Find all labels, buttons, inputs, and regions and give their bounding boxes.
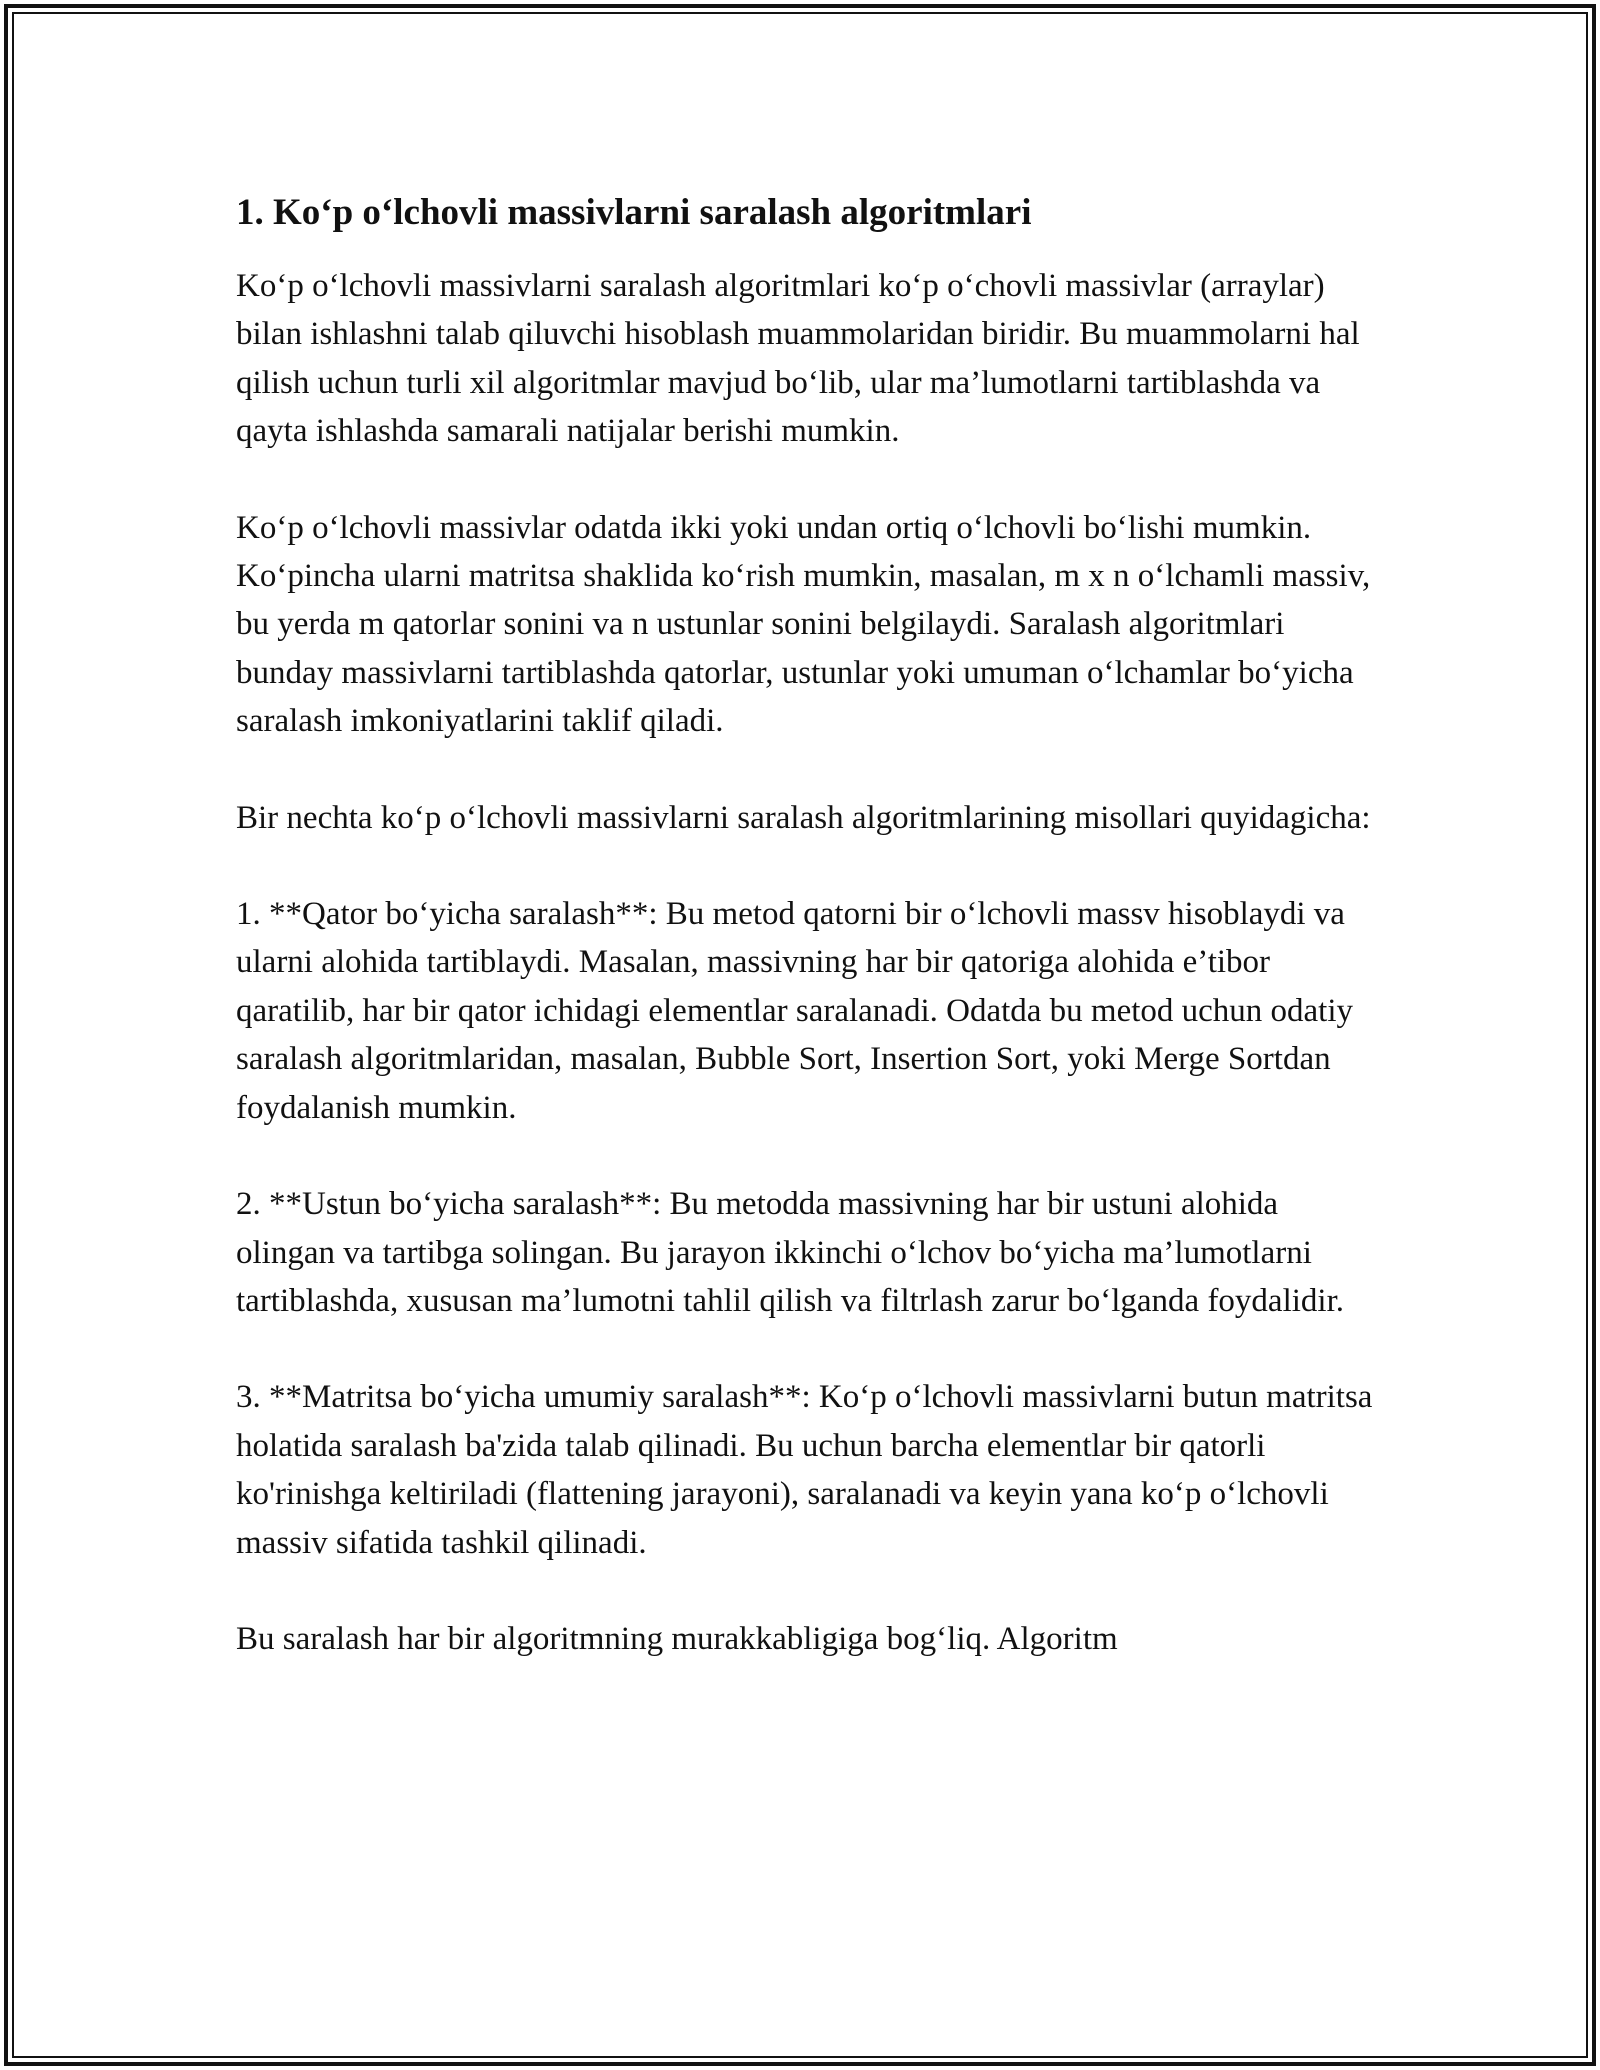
list-item-matrix-sort: 3. **Matritsa bo‘yicha umumiy saralash**: Ko‘p o‘lchovli massivlarni butun matritsa holatida saralash ba'zida talab qilinadi. Bu uchun barcha elementlar bir qatorli ko'rinishga keltiriladi (flattening jarayoni), saralanadi va keyin yana ko‘p o‘lchovli massiv sifatida tashkil qilinadi. xyxy=(236,1379,1373,1561)
paragraph-examples-intro: Bir nechta ko‘p o‘lchovli massivlarni saralash algoritmlarining misollari quyidagicha: xyxy=(236,799,1371,836)
paragraph-intro: Ko‘p o‘lchovli massivlarni saralash algoritmlari ko‘p o‘chovli massivlar (arraylar) bilan ishlashni talab qiluvchi hisoblash muammolaridan biridir. Bu muammolarni hal qilish uchun turli xil algoritmlar mavjud bo‘lib, ular ma’lumotlarni tartiblashda va qayta ishlashda samarali natijalar berishi mumkin. xyxy=(236,268,1360,450)
paragraph-dimensions: Ko‘p o‘lchovli massivlar odatda ikki yoki undan ortiq o‘lchovli bo‘lishi mumkin. Ko‘pincha ularni matritsa shaklida ko‘rish mumkin, masalan, m x n o‘lchamli massiv, bu yerda m qatorlar sonini va n ustunlar sonini belgilaydi. Saralash algoritmlari bunday massivlarni tartiblashda qatorlar, ustunlar yoki umuman o‘lchamlar bo‘yicha saralash imkoniyatlarini taklif qiladi. xyxy=(236,509,1371,740)
section-heading: 1. Ko‘p o‘lchovli massivlarni saralash algoritmlari xyxy=(236,192,1032,233)
paragraph-conclusion: Bu saralash har bir algoritmning murakkabligiga bog‘liq. Algoritm xyxy=(236,1620,1118,1657)
list-item-column-sort: 2. **Ustun bo‘yicha saralash**: Bu metodda massivning har bir ustuni alohida olingan va tartibga solingan. Bu jarayon ikkinchi o‘lchov bo‘yicha ma’lumotlarni tartiblashda, xususan ma’lumotni tahlil qilish va filtrlash zarur bo‘lganda foydalidir. xyxy=(236,1186,1344,1319)
list-item-row-sort: 1. **Qator bo‘yicha saralash**: Bu metod qatorni bir o‘lchovli massv hisoblaydi va ularni alohida tartiblaydi. Masalan, massivning har bir qatoriga alohida e’tibor qaratilib, har bir qator ichidagi elementlar saralanadi. Odatda bu metod uchun odatiy saralash algoritmlaridan, masalan, Bubble Sort, Insertion Sort, yoki Merge Sortdan foydalanish mumkin. xyxy=(236,896,1354,1126)
document-body xyxy=(236,186,1376,1663)
